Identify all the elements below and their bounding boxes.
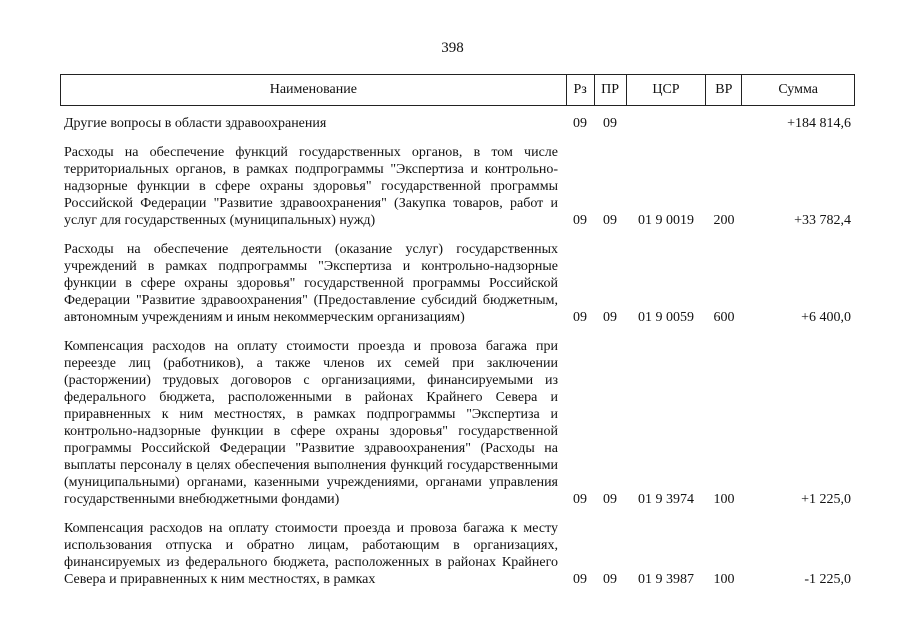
row-pr: 09: [603, 116, 617, 131]
header-vr: ВР: [705, 75, 741, 105]
header-csr: ЦСР: [626, 75, 706, 105]
header-pr: ПР: [594, 75, 626, 105]
row-rz: 09: [573, 572, 587, 587]
row-rz: 09: [573, 310, 587, 325]
row-vr: 100: [713, 572, 735, 587]
table-header: [60, 74, 855, 106]
row-csr: 01 9 3974: [638, 492, 694, 507]
row-name: Расходы на обеспечение функций государственных органов, в том числе территориальных органов, в рамках подпрограммы "Экспертиза и контрольно-надзорные функции в сфере охраны здоровья" государственной программы Российской Федерации "Развитие здравоохранения" (Закупка товаров, работ и услуг для государственных (муниципальных) нужд): [64, 145, 558, 228]
row-csr: 01 9 0019: [638, 213, 694, 228]
row-sum: +1 225,0: [801, 492, 851, 507]
row-rz: 09: [573, 116, 587, 131]
row-csr: 01 9 0059: [638, 310, 694, 325]
page-number: 398: [441, 40, 464, 56]
row-name: Компенсация расходов на оплату стоимости проезда и провоза багажа к месту использования отпуска и обратно лицам, работающим в организациях, финансируемых из федерального бюджета, расположенных в районах Крайнего Севера и приравненных к ним местностях, в рамках: [64, 521, 558, 587]
row-csr: 01 9 3987: [638, 572, 694, 587]
row-sum: +33 782,4: [794, 213, 851, 228]
table-row: [60, 338, 855, 508]
table-row: [60, 144, 855, 229]
row-sum: +184 814,6: [787, 116, 851, 131]
header-rz: Рз: [566, 75, 594, 105]
table-row: [60, 115, 855, 132]
row-vr: 100: [713, 492, 735, 507]
row-pr: 09: [603, 213, 617, 228]
row-vr: 200: [713, 213, 735, 228]
row-sum: -1 225,0: [804, 572, 851, 587]
table-row: [60, 241, 855, 326]
row-pr: 09: [603, 572, 617, 587]
row-rz: 09: [573, 213, 587, 228]
row-rz: 09: [573, 492, 587, 507]
header-name: Наименование: [269, 82, 357, 97]
row-vr: 600: [713, 310, 735, 325]
row-sum: +6 400,0: [801, 310, 851, 325]
row-pr: 09: [603, 310, 617, 325]
row-name: Другие вопросы в области здравоохранения: [64, 116, 327, 131]
budget-table: [60, 74, 855, 588]
row-name: Компенсация расходов на оплату стоимости проезда и провоза багажа при переезде лиц (работников), а также членов их семей при заключении (расторжении) трудовых договоров с организациями, финансируемыми из федерального бюджета, расположенными в районах Крайнего Севера и приравненных к ним местностях, в рамках подпрограммы "Экспертиза и контрольно-надзорные функции в сфере охраны здоровья" государственной программы Российской Федерации "Развитие здравоохранения" (Расходы на выплаты персоналу в целях обеспечения выполнения функций государственными (муниципальными) органами, казенными учреждениями, органами управления государственными внебюджетными фондами): [64, 339, 558, 507]
table-row: [60, 520, 855, 588]
row-pr: 09: [603, 492, 617, 507]
row-name: Расходы на обеспечение деятельности (оказание услуг) государственных учреждений в рамках подпрограммы "Экспертиза и контрольно-надзорные функции в сфере охраны здоровья" государственной программы Российской Федерации "Развитие здравоохранения" (Предоставление субсидий бюджетным, автономным учреждениям и иным некоммерческим организациям): [64, 242, 558, 325]
header-sum: Сумма: [741, 75, 854, 105]
